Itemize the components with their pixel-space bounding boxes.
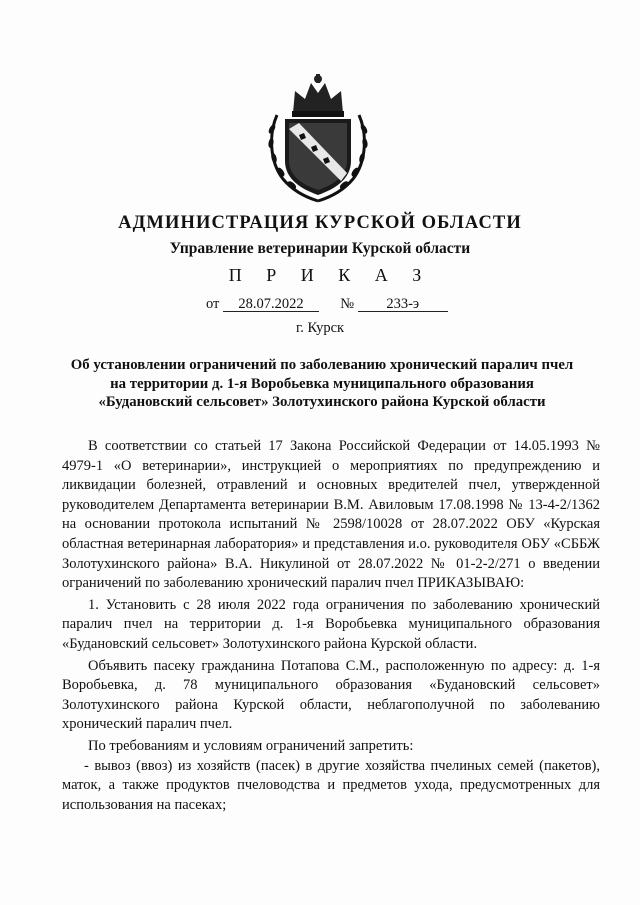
city: г. Курск: [295, 320, 345, 336]
paragraph: 1. Установить с 28 июля 2022 года ограничения по заболеванию хронический паралич пчел на территории д. 1-я Воробьевка муниципального образования «Будановский сельсовет» Золотухинского района Курской области.: [62, 596, 600, 652]
document-type: П Р И К А З: [228, 265, 432, 285]
department-title: Управление ветеринарии Курской области: [169, 240, 471, 257]
paragraph: Объявить пасеку гражданина Потапова С.М., расположенную по адресу: д. 1-я Воробьевка, д. 78 муниципального образования «Будановский сельсовет» Золотухинского района Курской области, неблагополучной по заболеванию хронический паралич пчел.: [62, 657, 600, 733]
number-prefix: №: [340, 296, 355, 312]
organization-title: АДМИНИСТРАЦИЯ КУРСКОЙ ОБЛАСТИ: [118, 213, 522, 233]
coat-of-arms-icon: [263, 73, 373, 205]
date-number-line: [206, 296, 448, 313]
document-body: [62, 437, 600, 815]
paragraph: В соответствии со статьей 17 Закона Российской Федерации от 14.05.1993 № 4979-1 «О ветеринарии», инструкцией о мероприятиях по предупреждению и ликвидации болезней, отравлений и основных вредителей пчел, утвержденной руководителем Департамента ветеринарии В.М. Авиловым 17.08.1998 № 13-4-2/1362 на основании протокола испытаний № 2598/10028 от 28.07.2022 ОБУ «Курская областная ветеринарная лаборатория» и представления и.о. руководителя ОБУ «СББЖ Золотухинского района» В.А. Никулиной от 28.07.2022 № 01-2-2/271 о введении ограничений по заболеванию хронический паралич пчел ПРИКАЗЫВАЮ:: [62, 438, 600, 592]
paragraph: - вывоз (ввоз) из хозяйств (пасек) в другие хозяйства пчелиных семей (пакетов), маток, а также продуктов пчеловодства и предметов ухода, предусмотренных для использования на пасеках;: [62, 757, 600, 813]
paragraph: По требованиям и условиям ограничений запретить:: [88, 737, 414, 754]
document-heading: Об установлении ограничений по заболеванию хронический паралич пчел на территории д. 1-я Воробьевка муниципального образования «Будановский сельсовет» Золотухинского района Курской области: [70, 357, 574, 410]
number-value: 233-э: [358, 297, 448, 312]
date-value: 28.07.2022: [223, 297, 319, 312]
date-prefix: от: [206, 296, 220, 312]
